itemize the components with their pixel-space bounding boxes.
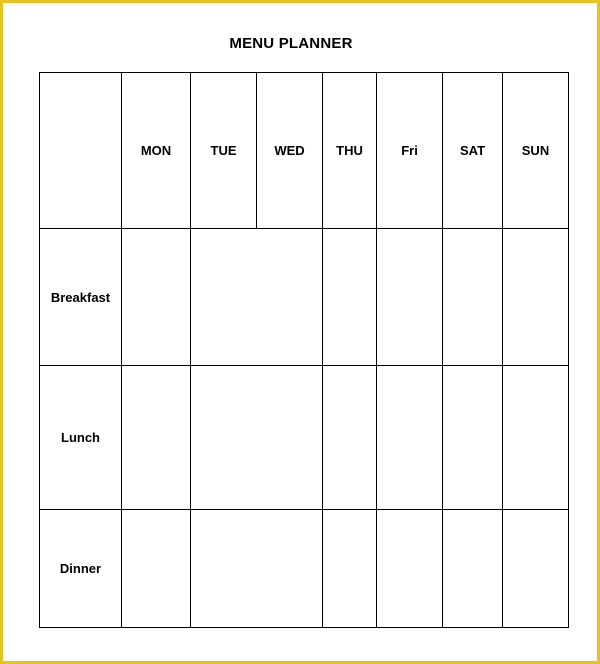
meal-label-dinner: Dinner <box>59 561 102 576</box>
grid-border-bottom <box>39 627 569 628</box>
planner-grid <box>39 72 569 628</box>
meal-label-lunch: Lunch <box>61 430 100 445</box>
day-header-tue: TUE <box>210 142 237 158</box>
day-header-wed: WED <box>274 142 305 158</box>
day-header-sun: SUN <box>521 142 550 158</box>
meal-label-breakfast: Breakfast <box>50 289 111 305</box>
grid-border-right <box>568 72 569 628</box>
day-header-fri: Fri <box>401 142 418 158</box>
day-header-mon: MON <box>140 142 172 158</box>
day-header-thu: THU <box>336 142 363 158</box>
day-header-sat: SAT <box>459 142 486 158</box>
page-title: MENU PLANNER <box>229 35 353 52</box>
